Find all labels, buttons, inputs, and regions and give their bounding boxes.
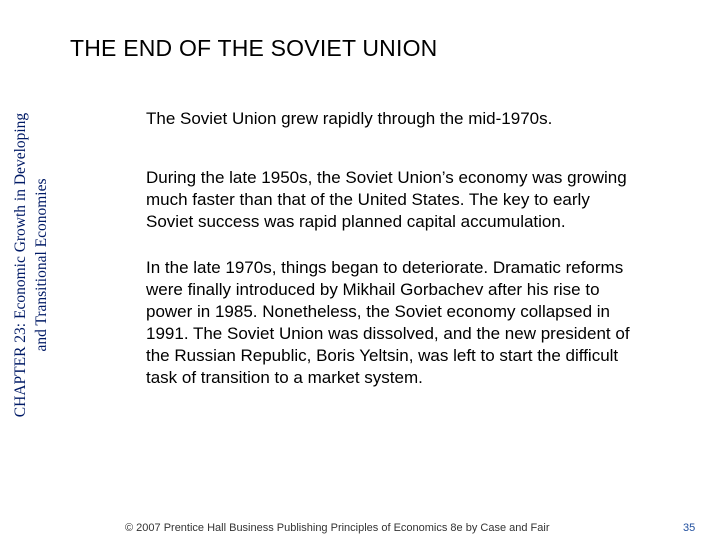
slide-body — [146, 108, 636, 413]
paragraph-3: In the late 1970s, things began to deteriorate. Dramatic reforms were finally introduced by Mikhail Gorbachev after his rise to power in 1985. Nonetheless, the Soviet economy collapsed in 1991. The Soviet Union was dissolved, and the new president of the Russian Republic, Boris Yeltsin, was left to start the difficult task of transition to a market system. — [146, 258, 630, 387]
page-number: 35 — [683, 522, 696, 534]
chapter-sidebar — [0, 0, 60, 540]
paragraph-2: During the late 1950s, the Soviet Union’s economy was growing much faster than that of the United States. The key to early Soviet success was rapid planned capital accumulation. — [146, 168, 627, 231]
chapter-heading-line1: CHAPTER 23: Economic Growth in Developing — [12, 112, 29, 418]
slide-title: THE END OF THE SOVIET UNION — [70, 35, 438, 61]
paragraph-1: The Soviet Union grew rapidly through the mid-1970s. — [146, 109, 553, 128]
footer-copyright: © 2007 Prentice Hall Business Publishing Principles of Economics 8e by Case and Fair — [125, 522, 550, 534]
chapter-heading — [10, 35, 52, 495]
chapter-heading-line2: and Transitional Economies — [33, 178, 50, 352]
